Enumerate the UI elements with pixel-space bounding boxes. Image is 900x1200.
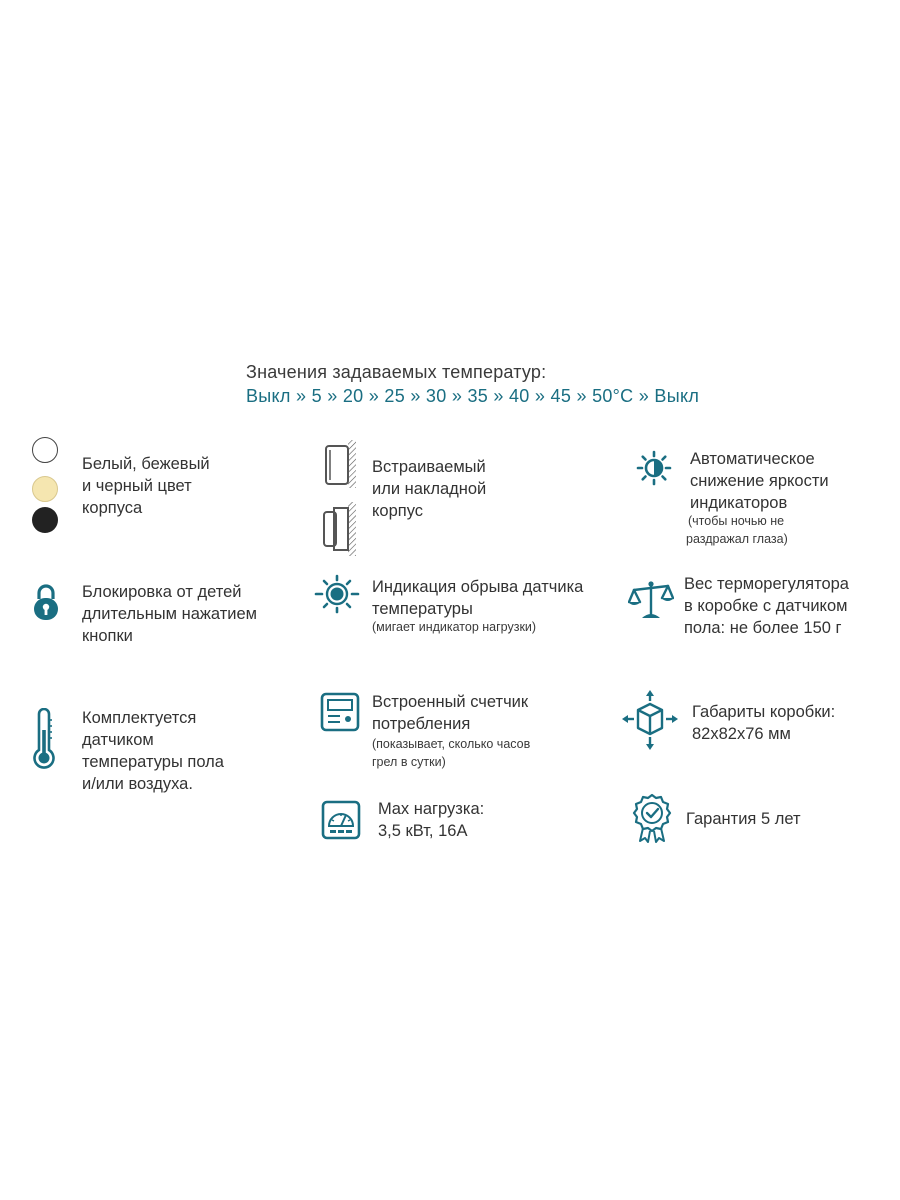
- warranty-badge-icon: [632, 793, 672, 843]
- feature-note: (чтобы ночью не: [688, 514, 785, 528]
- feature-text: кнопки: [82, 627, 133, 645]
- feature-text: потребления: [372, 715, 471, 733]
- indicator-icon: [314, 574, 360, 614]
- lock-icon: [32, 582, 60, 622]
- feature-text: в коробке с датчиком: [684, 597, 848, 615]
- feature-text: корпус: [372, 502, 424, 520]
- feature-text: Комплектуется: [82, 709, 197, 727]
- scales-icon: [628, 580, 674, 620]
- feature-text: индикаторов: [690, 494, 788, 512]
- feature-text: пола: не более 150 г: [684, 619, 842, 637]
- feature-text: Гарантия 5 лет: [686, 810, 801, 828]
- feature-text: Белый, бежевый: [82, 455, 210, 473]
- counter-icon: [320, 692, 360, 732]
- feature-text: Индикация обрыва датчика: [372, 578, 584, 596]
- feature-text: и черный цвет: [82, 477, 192, 495]
- feature-text: Блокировка от детей: [82, 583, 242, 601]
- box-dimensions-icon: [622, 690, 678, 750]
- feature-text: и/или воздуха.: [82, 775, 193, 793]
- feature-text: корпуса: [82, 499, 143, 517]
- feature-text: снижение яркости: [690, 472, 829, 490]
- feature-text: 82х82х76 мм: [692, 725, 791, 743]
- feature-note: грел в сутки): [372, 755, 446, 769]
- feature-text: Max нагрузка:: [378, 800, 485, 818]
- mounting-icon: [320, 438, 360, 558]
- feature-text: длительным нажатием: [82, 605, 258, 623]
- feature-text: или накладной: [372, 480, 487, 498]
- feature-text: температуры: [372, 600, 473, 618]
- temperature-values-sequence: Выкл » 5 » 20 » 25 » 30 » 35 » 40 » 45 » 50°C » Выкл: [246, 386, 700, 406]
- thermometer-icon: [32, 708, 56, 772]
- feature-note: (показывает, сколько часов: [372, 737, 531, 751]
- feature-text: Габариты коробки:: [692, 703, 836, 721]
- feature-text: температуры пола: [82, 753, 224, 771]
- feature-text: Встраиваемый: [372, 458, 486, 476]
- meter-icon: [321, 800, 361, 840]
- feature-note: (мигает индикатор нагрузки): [372, 620, 537, 634]
- feature-text: Вес терморегулятора: [684, 575, 849, 593]
- black-color-swatch: [32, 507, 58, 533]
- feature-text: Встроенный счетчик: [372, 693, 529, 711]
- brightness-icon: [636, 450, 672, 486]
- temperature-values-title: Значения задаваемых температур:: [246, 362, 547, 382]
- feature-text: 3,5 кВт, 16А: [378, 822, 468, 840]
- feature-text: датчиком: [82, 731, 154, 749]
- beige-color-swatch: [32, 476, 58, 502]
- feature-note: раздражал глаза): [686, 532, 788, 546]
- white-color-swatch: [32, 437, 58, 463]
- feature-text: Автоматическое: [690, 450, 815, 468]
